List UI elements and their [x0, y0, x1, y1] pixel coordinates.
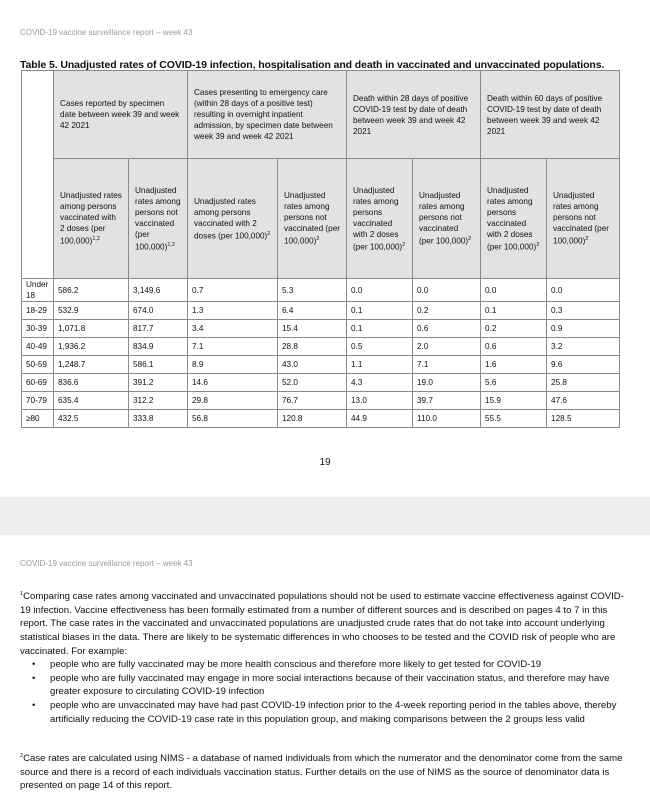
sub-header-cell	[278, 159, 347, 279]
sub-header-cell	[188, 159, 278, 279]
rate-cell: 44.9	[347, 410, 413, 428]
rate-cell: 0.3	[547, 302, 620, 320]
rate-cell: 5.3	[278, 279, 347, 302]
sub-header-text: Unadjusted rates among persons vaccinated with 2 doses (per 100,000)	[353, 185, 403, 252]
rate-cell: 674.0	[129, 302, 188, 320]
report-page-20	[0, 535, 650, 800]
rate-cell: 0.6	[481, 338, 547, 356]
sub-header-text: Unadjusted rates among persons not vaccinated (per 100,000)	[284, 191, 340, 246]
footnote-1-text: Comparing case rates among vaccinated and unvaccinated populations should not be used to estimate vaccine effectiveness against COVID-19 infection. Vaccine effectiveness has been formally estimated from a number of different sources and is described on pages 4 to 7 in this report. The case rates in the vaccinated and unvaccinated populations are unadjusted crude rates that do not take into account underlying statistical biases in the data. There are likely to be systematic differences in who chooses to be tested and the COVID risk of people who are vaccinated. For example:	[20, 591, 624, 657]
rate-cell: 1.1	[347, 356, 413, 374]
rate-cell: 1,071.8	[54, 320, 129, 338]
rate-cell: 635.4	[54, 392, 129, 410]
footnote-1-marker: 1	[20, 591, 24, 597]
rate-cell: 836.6	[54, 374, 129, 392]
rate-cell: 52.0	[278, 374, 347, 392]
table-row	[22, 320, 620, 338]
rate-cell: 0.0	[547, 279, 620, 302]
rate-cell: 128.5	[547, 410, 620, 428]
rate-cell: 834.9	[129, 338, 188, 356]
rate-cell: 1.6	[481, 356, 547, 374]
rate-cell: 13.0	[347, 392, 413, 410]
rate-cell: 532.9	[54, 302, 129, 320]
rate-cell: 1.3	[188, 302, 278, 320]
rate-cell: 47.6	[547, 392, 620, 410]
sub-header-footnote-ref: 1,2	[92, 236, 100, 243]
rate-cell: 0.1	[347, 320, 413, 338]
rate-cell: 3.2	[547, 338, 620, 356]
age-header-cell	[22, 71, 54, 279]
rates-table	[21, 70, 620, 428]
rate-cell: 110.0	[413, 410, 481, 428]
rate-cell: 55.5	[481, 410, 547, 428]
group-header-cases: Cases reported by specimen date between week 39 and week 42 2021	[54, 71, 188, 159]
rate-cell: 25.8	[547, 374, 620, 392]
footnote-2-marker: 2	[20, 753, 24, 759]
rate-cell: 0.0	[347, 279, 413, 302]
rate-cell: 586.2	[54, 279, 129, 302]
rate-cell: 15.9	[481, 392, 547, 410]
sub-header-text: Unadjusted rates among persons vaccinated with 2 doses (per 100,000)	[487, 185, 537, 252]
rate-cell: 19.0	[413, 374, 481, 392]
rate-cell: 0.6	[413, 320, 481, 338]
footnote-2-text: Case rates are calculated using NIMS - a database of named individuals from which the numerator and the denominator come from the same source and there is a record of each individuals vaccination status. Further details on the use of NIMS as the source of denominator data is presented on page 14 of this report.	[20, 753, 623, 792]
rate-cell: 2.0	[413, 338, 481, 356]
rate-cell: 120.8	[278, 410, 347, 428]
rate-cell: 9.6	[547, 356, 620, 374]
sub-header-footnote-ref: 2	[402, 241, 406, 248]
rate-cell: 4.3	[347, 374, 413, 392]
rate-cell: 0.2	[481, 320, 547, 338]
rate-cell: 0.0	[481, 279, 547, 302]
rate-cell: 1,248.7	[54, 356, 129, 374]
rate-cell: 5.6	[481, 374, 547, 392]
sub-header-footnote-ref: 2	[267, 230, 271, 237]
bullet-item: • people who are fully vaccinated may be more health conscious and therefore more likely to get tested for COVID-19	[20, 658, 632, 672]
table-row	[22, 356, 620, 374]
age-group-cell: 18-29	[22, 302, 54, 320]
table-row	[22, 392, 620, 410]
sub-header-text: Unadjusted rates among persons vaccinated with 2 doses (per 100,000)	[60, 191, 122, 246]
sub-header-text: Unadjusted rates among persons not vaccinated (per 100,000)	[135, 185, 181, 252]
footnote-1-bullet-list	[20, 658, 632, 726]
rate-cell: 1,936.2	[54, 338, 129, 356]
sub-header-footnote-ref: 2	[536, 241, 540, 248]
rate-cell: 39.7	[413, 392, 481, 410]
table-body	[22, 279, 620, 428]
age-group-cell: 50-59	[22, 356, 54, 374]
sub-header-cell	[347, 159, 413, 279]
table-row	[22, 374, 620, 392]
rate-cell: 0.5	[347, 338, 413, 356]
group-header-death-60-days: Death within 60 days of positive COVID-19 test by date of death between week 39 and week 42 2021	[481, 71, 620, 159]
rate-cell: 817.7	[129, 320, 188, 338]
table-row	[22, 410, 620, 428]
running-header: COVID-19 vaccine surveillance report – week 43	[20, 559, 193, 568]
sub-header-cell	[481, 159, 547, 279]
rate-cell: 7.1	[413, 356, 481, 374]
age-group-cell: ≥80	[22, 410, 54, 428]
sub-header-cell	[413, 159, 481, 279]
footnote-2	[20, 750, 632, 793]
rate-cell: 43.0	[278, 356, 347, 374]
age-group-cell: 30-39	[22, 320, 54, 338]
sub-header-text: Unadjusted rates among persons vaccinated with 2 doses (per 100,000)	[194, 196, 268, 241]
rate-cell: 0.1	[481, 302, 547, 320]
age-group-cell: 40-49	[22, 338, 54, 356]
sub-header-cell	[129, 159, 188, 279]
rate-cell: 3,149.6	[129, 279, 188, 302]
sub-header-cell	[547, 159, 620, 279]
sub-header-cell	[54, 159, 129, 279]
footnote-1	[20, 588, 632, 726]
age-group-cell: 70-79	[22, 392, 54, 410]
rate-cell: 312.2	[129, 392, 188, 410]
rate-cell: 0.7	[188, 279, 278, 302]
rate-cell: 14.6	[188, 374, 278, 392]
bullet-item: • people who are fully vaccinated may engage in more social interactions because of their vaccination status, and therefore may have greater exposure to circulating COVID-19 infection	[20, 672, 632, 699]
age-group-cell: Under 18	[22, 279, 54, 302]
group-header-death-28-days: Death within 28 days of positive COVID-19 test by date of death between week 39 and week 42 2021	[347, 71, 481, 159]
sub-header-text: Unadjusted rates among persons not vaccinated (per 100,000)	[553, 191, 609, 246]
rate-cell: 56.8	[188, 410, 278, 428]
rate-cell: 0.0	[413, 279, 481, 302]
rate-cell: 0.1	[347, 302, 413, 320]
page-number: 19	[319, 457, 331, 468]
rate-cell: 333.8	[129, 410, 188, 428]
table-row	[22, 302, 620, 320]
group-header-hospitalisation: Cases presenting to emergency care (within 28 days of a positive test) resulting in overnight inpatient admission, by specimen date between week 39 and week 42 2021	[188, 71, 347, 159]
sub-header-text: Unadjusted rates among persons not vaccinated (per 100,000)	[419, 191, 469, 246]
table-row	[22, 279, 620, 302]
table-title: Table 5. Unadjusted rates of COVID-19 infection, hospitalisation and death in vaccinated and unvaccinated populations.	[20, 59, 605, 71]
rate-cell: 15.4	[278, 320, 347, 338]
rate-cell: 391.2	[129, 374, 188, 392]
rate-cell: 6.4	[278, 302, 347, 320]
sub-header-footnote-ref: 2	[585, 236, 589, 243]
page-separator	[0, 497, 650, 535]
rate-cell: 28.8	[278, 338, 347, 356]
sub-header-footnote-ref: 1,2	[167, 241, 175, 248]
sub-header-footnote-ref: 2	[468, 236, 472, 243]
sub-header-row	[22, 159, 620, 279]
rate-cell: 76.7	[278, 392, 347, 410]
table-row	[22, 338, 620, 356]
sub-header-footnote-ref: 2	[316, 236, 320, 243]
bullet-item: • people who are unvaccinated may have had past COVID-19 infection prior to the 4-week reporting period in the tables above, thereby artificially reducing the COVID-19 case rate in this population group, and making comparisons between the 2 groups less valid	[20, 699, 632, 726]
age-group-cell: 60-69	[22, 374, 54, 392]
rate-cell: 8.9	[188, 356, 278, 374]
rate-cell: 7.1	[188, 338, 278, 356]
rate-cell: 432.5	[54, 410, 129, 428]
rate-cell: 586.1	[129, 356, 188, 374]
rate-cell: 0.2	[413, 302, 481, 320]
rate-cell: 0.9	[547, 320, 620, 338]
running-header: COVID-19 vaccine surveillance report – week 43	[20, 28, 193, 37]
rate-cell: 29.8	[188, 392, 278, 410]
rate-cell: 3.4	[188, 320, 278, 338]
